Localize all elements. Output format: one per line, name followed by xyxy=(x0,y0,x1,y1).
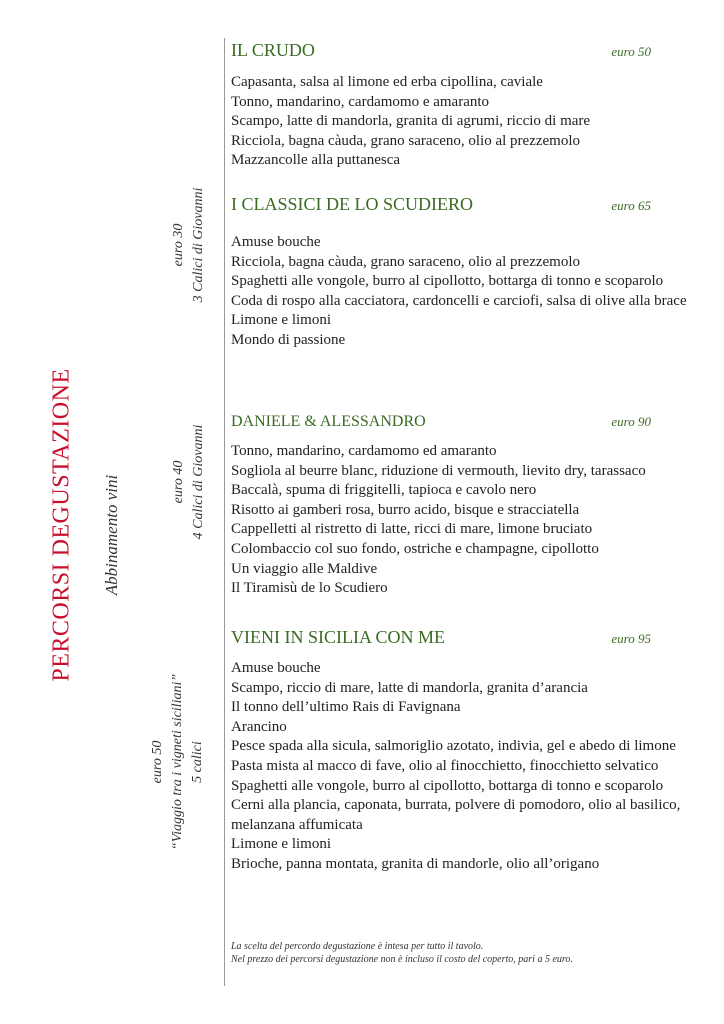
menu-item: Scampo, riccio di mare, latte di mandorla, granita d’arancia xyxy=(231,679,588,696)
section-title: IL CRUDO xyxy=(231,40,315,60)
section-items xyxy=(231,659,709,875)
wine-pairing-subtitle: Abbinamento vini xyxy=(102,474,121,596)
menu-item: Brioche, panna montata, granita di mandorle, olio all’origano xyxy=(231,855,600,872)
wine-desc: 4 Calici di Giovanni xyxy=(191,424,206,540)
wine-pairing-1 xyxy=(169,188,209,303)
wine-desc: 3 Calici di Giovanni xyxy=(191,187,206,303)
menu-item: Coda di rospo alla cacciatora, cardoncelli e carciofi, salsa di olive alla brace xyxy=(231,292,687,309)
menu-item: Ricciola, bagna càuda, grano saraceno, olio al prezzemolo xyxy=(231,132,581,149)
wine-price: euro 50 xyxy=(150,740,165,784)
wine-pairing-2 xyxy=(169,425,209,540)
menu-item: Baccalà, spuma di friggitelli, tapioca e cavolo nero xyxy=(231,482,537,499)
menu-item: Arancino xyxy=(231,718,287,735)
menu-item: Pasta mista al macco di fave, olio al finocchietto, finocchietto selvatico xyxy=(231,757,659,774)
section-title: I CLASSICI DE LO SCUDIERO xyxy=(231,194,474,214)
section-sicilia xyxy=(231,627,681,875)
menu-item: Cappelletti al ristretto di latte, ricci di mare, limone bruciato xyxy=(231,521,593,538)
section-items xyxy=(231,73,709,171)
section-items xyxy=(231,442,709,599)
wine-pairing-3 xyxy=(148,674,208,850)
menu-item: Ricciola, bagna càuda, grano saraceno, olio al prezzemolo xyxy=(231,253,581,270)
section-price: euro 95 xyxy=(611,631,651,646)
menu-item: Scampo, latte di mandorla, granita di agrumi, riccio di mare xyxy=(231,113,591,130)
menu-item: Cerni alla plancia, caponata, burrata, polvere di pomodoro, olio al basilico, melanzana affumicata xyxy=(231,797,681,833)
menu-item: Mondo di passione xyxy=(231,331,346,348)
wine-extra: 5 calici xyxy=(190,741,205,783)
section-items xyxy=(231,233,709,351)
section-title: VIENI IN SICILIA CON ME xyxy=(231,627,445,647)
footnote xyxy=(231,940,573,966)
wine-desc: “Viaggio tra i vigneti siciliani” xyxy=(170,673,185,851)
menu-item: Un viaggio alle Maldive xyxy=(231,560,378,577)
footnote-line: La scelta del percordo degustazione è intesa per tutto il tavolo. xyxy=(231,941,484,952)
menu-item: Amuse bouche xyxy=(231,234,321,250)
page-title: PERCORSI DEGUSTAZIONE xyxy=(48,368,75,682)
menu-item: Tonno, mandarino, cardamomo e amaranto xyxy=(231,93,490,110)
wine-price: euro 30 xyxy=(171,223,186,267)
footnote-line: Nel prezzo dei percorsi degustazione non è incluso il costo del coperto, pari a 5 euro. xyxy=(231,954,573,965)
menu-item: Capasanta, salsa al limone ed erba cipollina, caviale xyxy=(231,74,543,90)
menu-item: Mazzancolle alla puttanesca xyxy=(231,152,401,169)
menu-item: Spaghetti alle vongole, burro al cipollotto, bottarga di tonno e scoparolo xyxy=(231,273,664,290)
menu-item: Pesce spada alla sicula, salmoriglio azotato, indivia, gel e abedo di limone xyxy=(231,738,676,755)
menu-item: Tonno, mandarino, cardamomo ed amaranto xyxy=(231,443,497,459)
section-classici xyxy=(231,194,687,351)
menu-item: Limone e limoni xyxy=(231,312,331,329)
menu-item: Risotto ai gamberi rosa, burro acido, bisque e stracciatella xyxy=(231,501,580,518)
menu-item: Amuse bouche xyxy=(231,660,321,676)
section-price: euro 50 xyxy=(611,44,651,59)
section-il-crudo xyxy=(231,40,651,171)
section-price: euro 65 xyxy=(611,198,651,213)
menu-item: Il tonno dell’ultimo Rais di Favignana xyxy=(231,699,461,716)
menu-item: Limone e limoni xyxy=(231,836,331,853)
section-price: euro 90 xyxy=(611,414,651,429)
divider xyxy=(224,38,225,986)
menu-item: Il Tiramisù de lo Scudiero xyxy=(231,580,388,597)
menu-item: Colombaccio col suo fondo, ostriche e champagne, cipollotto xyxy=(231,540,599,557)
section-title: DANIELE & ALESSANDRO xyxy=(231,413,426,430)
wine-price: euro 40 xyxy=(171,460,186,504)
section-daniele-alessandro xyxy=(231,413,651,599)
menu-item: Sogliola al beurre blanc, riduzione di vermouth, lievito dry, tarassaco xyxy=(231,462,646,479)
menu-item: Spaghetti alle vongole, burro al cipollotto, bottarga di tonno e scoparolo xyxy=(231,777,664,794)
